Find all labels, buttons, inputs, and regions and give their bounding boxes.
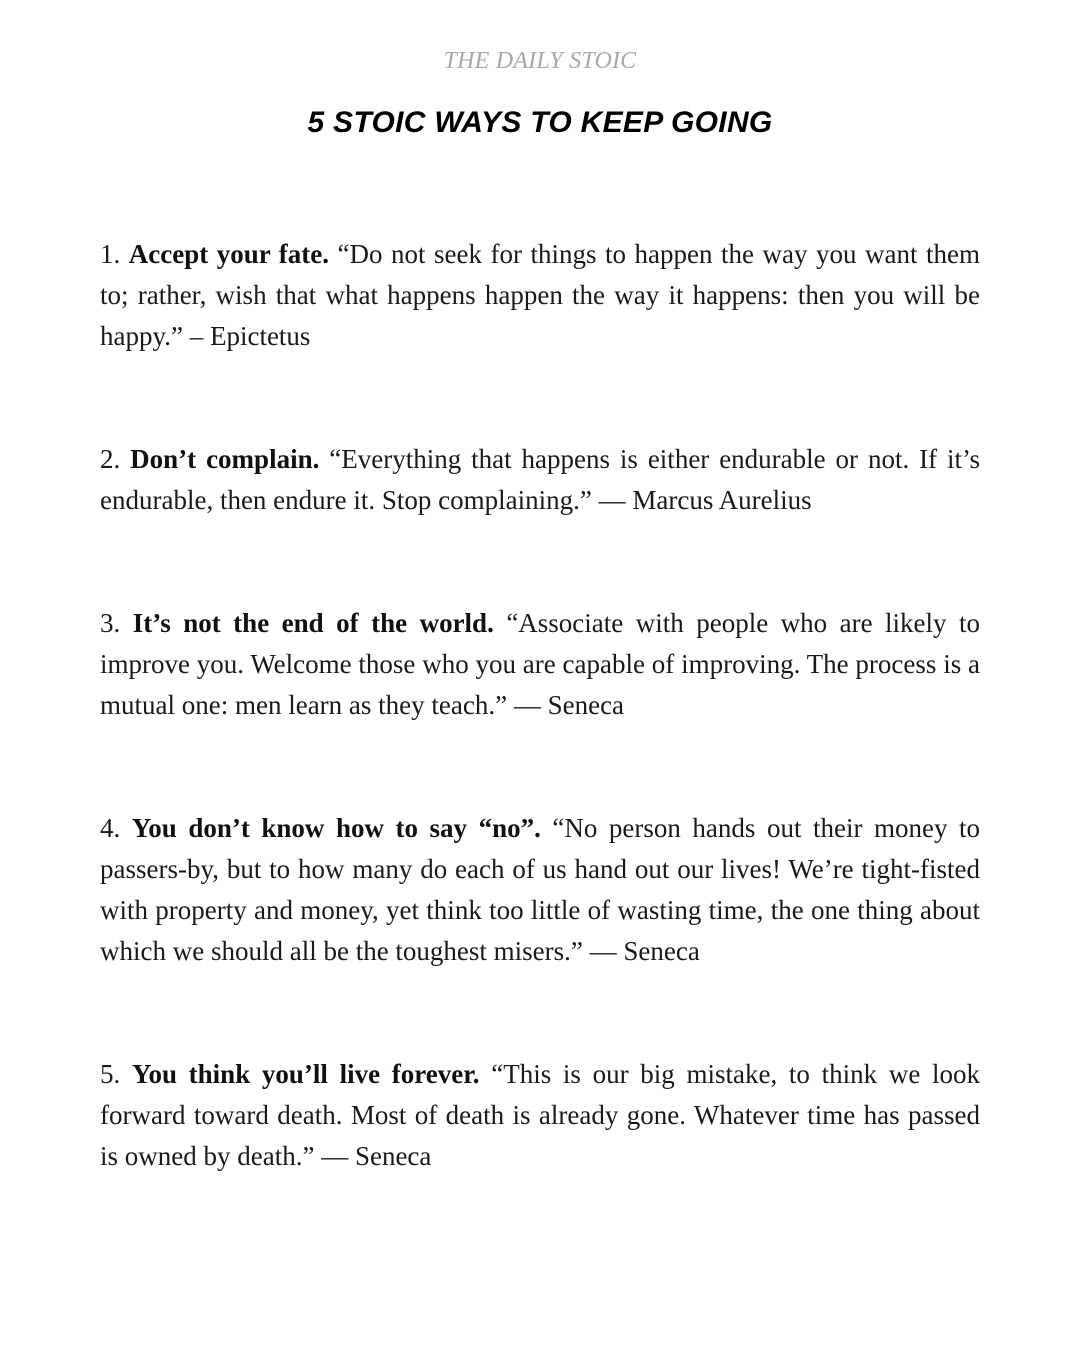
list-item [100, 1054, 980, 1177]
list-item [100, 439, 980, 521]
brand-label: THE DAILY STOIC [443, 48, 637, 74]
item-quote: “Associate with people who are likely to improve you. Welcome those who you are capable of improving. The process is a mutual one: men learn as they teach.” — Seneca [100, 608, 981, 720]
item-number: 4. [100, 813, 121, 843]
item-quote: “This is our big mistake, to think we look forward toward death. Most of death is already gone. Whatever time has passed is owned by death.” — Seneca [100, 1059, 980, 1171]
item-number: 5. [100, 1059, 121, 1089]
item-heading: You don’t know how to say “no”. [131, 813, 541, 843]
stoic-list [100, 234, 980, 1177]
item-heading: You think you’ll live forever. [131, 1059, 480, 1089]
item-number: 1. [100, 239, 121, 269]
list-item [100, 234, 980, 357]
page-title: 5 STOIC WAYS TO KEEP GOING [307, 106, 773, 139]
item-heading: Accept your fate. [128, 239, 329, 269]
item-number: 3. [100, 608, 121, 638]
item-quote: “Do not seek for things to happen the way you want them to; rather, wish that what happens happen the way it happens: then you will be happy.” – Epictetus [100, 239, 981, 351]
item-heading: It’s not the end of the world. [132, 608, 494, 638]
item-heading: Don’t complain. [130, 444, 320, 474]
item-number: 2. [100, 444, 121, 474]
list-item [100, 808, 980, 972]
item-quote: “Everything that happens is either endurable or not. If it’s endurable, then endure it. Stop complaining.” — Marcus Aurelius [100, 444, 981, 515]
item-quote: “No person hands out their money to passers-by, but to how many do each of us hand out our lives! We’re tight-fisted with property and money, yet think too little of wasting time, the one thing about which we should all be the toughest misers.” — Seneca [100, 813, 981, 966]
list-item [100, 603, 980, 726]
